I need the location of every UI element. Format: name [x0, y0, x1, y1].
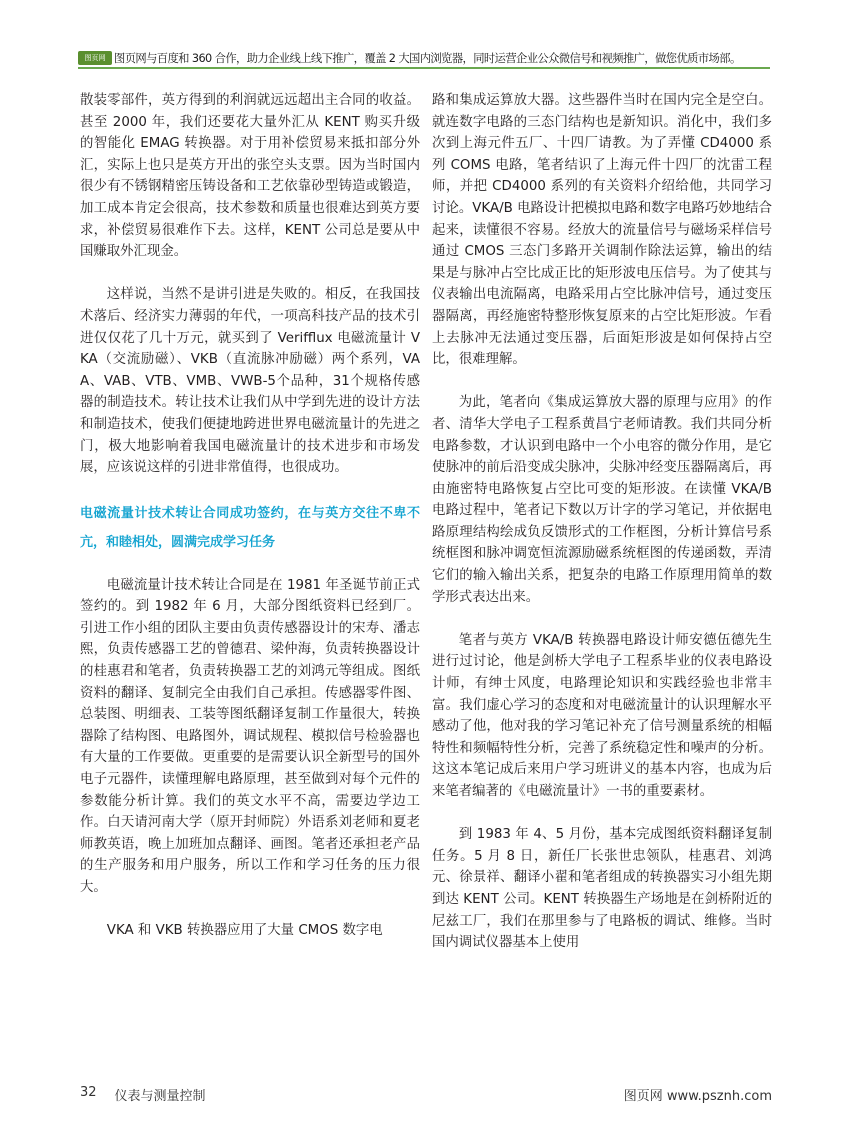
site-logo-icon: 图页网 [78, 51, 112, 65]
top-banner [78, 49, 768, 67]
footer-site-link[interactable]: 图页网 www.psznh.com [623, 1089, 772, 1104]
journal-name: 仪表与测量控制 [114, 1089, 206, 1104]
paragraph: 为此，笔者向《集成运算放大器的原理与应用》的作者、清华大学电子工程系黄昌宁老师请教。我们共同分析电路参数，才认识到电路中一个小电容的微分作用，是它使脉冲的前后沿变成尖脉冲，尖脉冲经变压器隔离后，再由施密特电路恢复占空比可变的矩形波。在读懂 VKA/B 电路过程中，笔者记下数以万计字的学习笔记，并依据电路原理结构绘成负反馈形式的工作框图，分析计算信号系统框图和脉冲调宽恒流源励磁系统框图的传递函数，弄清它们的输入输出关系，把复杂的电路工作原理用简单的数学形式表达出来。 [432, 395, 772, 605]
section-heading: 电磁流量计技术转让合同成功签约，在与英方交往不卑不亢，和睦相处，圆满完成学习任务 [80, 505, 420, 550]
page-footer [80, 1085, 206, 1104]
banner-text: 图页网与百度和 360 合作，助力企业线上线下推广，覆盖 2 大国内浏览器，同时运营企业公众微信号和视频推广，做您优质市场部。 [114, 52, 741, 65]
paragraph: VKA 和 VKB 转换器应用了大量 CMOS 数字电 [106, 923, 383, 939]
paragraph: 路和集成运算放大器。这些器件当时在国内完全是空白。就连数字电路的三态门结构也是新知识。消化中，我们多次到上海元件五厂、十四厂请教。为了弄懂 CD4000 系列 COMS 电路，笔者结识了上海元件十四厂的沈雷工程师，并把 CD4000 系列的有关资料介绍给他，共同学习讨论。VKA/B 电路设计把模拟电路和数字电路巧妙地结合起来，读懂很不容易。经放大的流量信号与磁场采样信号通过 CMOS 三态门多路开关调制作除法运算，输出的结果是与脉冲占空比成正比的矩形波电压信号。为了使其与仪表输出电流隔离，电路采用占空比脉冲信号，通过变压器隔离，再经施密特整形恢复原来的占空比矩形波。乍看上去脉冲无法通过变压器，后面矩形波是如何保持占空比，很难理解。 [432, 93, 772, 368]
banner-divider [78, 67, 770, 69]
page-number: 32 [80, 1085, 97, 1100]
left-column [80, 90, 420, 942]
right-column [432, 90, 772, 954]
paragraph: 电磁流量计技术转让合同是在 1981 年圣诞节前正式签约的。到 1982 年 6 月，大部分图纸资料已经到厂。引进工作小组的团队主要由负责传感器设计的宋寿、潘志熙，负责传感器工艺的曾德君、梁仲海，负责转换器设计的桂惠君和笔者，负责转换器工艺的刘鸿元等组成。图纸资料的翻译、复制完全由我们自己承担。传感器零件图、总装图、明细表、工装等图纸翻译复制工作量很大，转换器除了结构图、电路图外，调试规程、模拟信号检验器也有大量的工作要做。更重要的是需要认识全新型号的国外电子元器件，读懂理解电路原理，甚至做到对每个元件的参数能分析计算。我们的英文水平不高，需要边学边工作。白天请河南大学（原开封师院）外语系刘老师和夏老师教英语，晚上加班加点翻译、画图。笔者还承担老产品的生产服务和用户服务，所以工作和学习任务的压力很大。 [80, 577, 420, 895]
paragraph: 笔者与英方 VKA/B 转换器电路设计师安德伍德先生进行过讨论，他是剑桥大学电子工程系毕业的仪表电路设计师，有绅士风度，电路理论知识和实践经验也非常丰富。我们虚心学习的态度和对电磁流量计的认识理解水平感动了他，他对我的学习笔记补充了信号测量系统的相幅特性和频幅特性分析，完善了系统稳定性和噪声的分析。这这本笔记成后来用户学习班讲义的基本内容，也成为后来笔者编著的《电磁流量计》一书的重要素材。 [432, 632, 772, 799]
paragraph: 散装零部件，英方得到的利润就远远超出主合同的收益。甚至 2000 年，我们还要花大量外汇从 KENT 购买升级的智能化 EMAG 转换器。对于用补偿贸易来抵扣部分外汇，实际上也只是英方开出的张空头支票。因为当时国内很少有不锈钢精密压铸设备和工艺依靠砂型铸造或锻造，加工成本肯定会很高，技术参数和质量也很难达到英方要求，补偿贸易很难作下去。这样，KENT 公司总是要从中国赚取外汇现金。 [80, 93, 420, 260]
paragraph: 这样说，当然不是讲引进是失败的。相反，在我国技术落后、经济实力薄弱的年代，一项高科技产品的技术引进仅仅花了几十万元，就买到了 Verifflux 电磁流量计 VKA（交流励磁）、VKB（直流脉冲励磁）两个系列，VAA、VAB、VTB、VMB、VWB-5个品种，31个规格传感器的制造技术。转让技术让我们从中学到先进的设计方法和制造技术，使我们便捷地跨进世界电磁流量计的先进之门，极大地影响着我国电磁流量计的技术进步和市场发展，应该说这样的引进非常值得，也很成功。 [80, 287, 420, 476]
paragraph: 到 1983 年 4、5 月份，基本完成图纸资料翻译复制任务。5 月 8 日，新任厂长张世忠领队，桂惠君、刘鸿元、徐景祥、翻译小翟和笔者组成的转换器实习小组先期到达 KENT 公司。KENT 转换器生产场地是在剑桥附近的尼兹工厂，我们在那里参与了电路板的调试、维修。当时国内调试仪器基本上使用 [432, 827, 772, 951]
